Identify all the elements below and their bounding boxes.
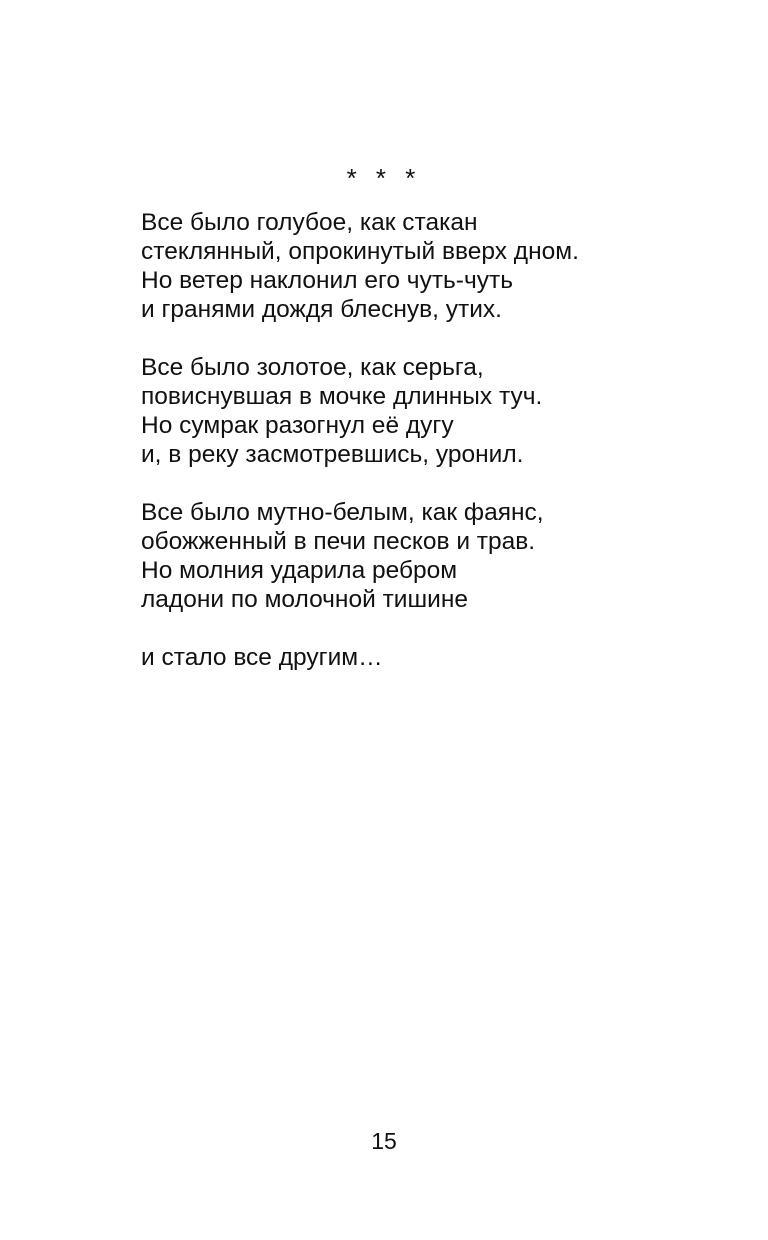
poem-line: и, в реку засмотревшись, уронил.: [141, 441, 524, 468]
poem-line: и гранями дождя блеснув, утих.: [141, 296, 502, 323]
poem-line: и стало все другим…: [141, 644, 383, 671]
poem-line: Все было золотое, как серьга,: [141, 354, 484, 381]
stanza-1: [141, 208, 741, 324]
poem-line: Но сумрак разогнул её дугу: [141, 412, 454, 439]
poem-line: обожженный в печи песков и трав.: [141, 528, 536, 555]
poem: [141, 208, 741, 672]
poem-line: стеклянный, опрокинутый вверх дном.: [141, 238, 579, 265]
stanza-3: [141, 498, 741, 614]
poem-line: Но ветер наклонил его чуть-чуть: [141, 267, 513, 294]
poem-line: Но молния ударила ребром: [141, 557, 458, 584]
section-ornament: * * *: [346, 163, 422, 193]
stanza-4: [141, 643, 741, 672]
poem-line: повиснувшая в мочке длинных туч.: [141, 383, 543, 410]
page-number: 15: [371, 1128, 397, 1154]
poem-line: Все было голубое, как стакан: [141, 209, 478, 236]
poem-line: ладони по молочной тишине: [141, 586, 468, 613]
poem-line: Все было мутно-белым, как фаянс,: [141, 499, 544, 526]
stanza-2: [141, 353, 741, 469]
